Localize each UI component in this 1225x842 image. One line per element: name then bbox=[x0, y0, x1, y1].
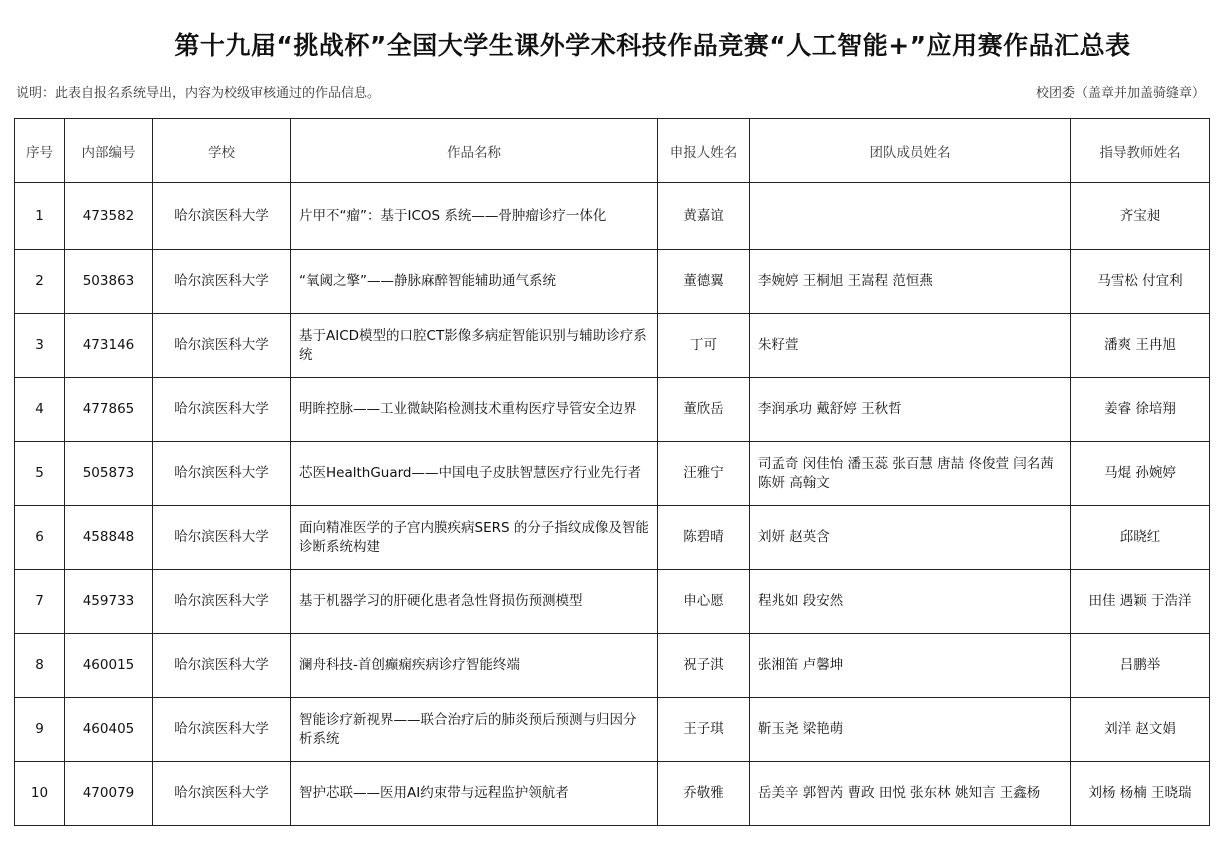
cell-code: 473146 bbox=[65, 314, 153, 378]
cell-school: 哈尔滨医科大学 bbox=[153, 378, 291, 442]
cell-school: 哈尔滨医科大学 bbox=[153, 183, 291, 250]
cell-school: 哈尔滨医科大学 bbox=[153, 762, 291, 826]
header-applicant: 申报人姓名 bbox=[658, 119, 750, 183]
cell-code: 470079 bbox=[65, 762, 153, 826]
cell-advisor: 姜睿 徐培翔 bbox=[1071, 378, 1210, 442]
header-seq: 序号 bbox=[15, 119, 65, 183]
cell-advisor: 刘洋 赵文娟 bbox=[1071, 698, 1210, 762]
cell-school: 哈尔滨医科大学 bbox=[153, 250, 291, 314]
cell-advisor: 潘爽 王冉旭 bbox=[1071, 314, 1210, 378]
cell-work: “氧阈之擎”——静脉麻醉智能辅助通气系统 bbox=[291, 250, 658, 314]
cell-code: 459733 bbox=[65, 570, 153, 634]
header-code: 内部编号 bbox=[65, 119, 153, 183]
cell-seq: 10 bbox=[15, 762, 65, 826]
table-row bbox=[15, 762, 1210, 826]
cell-team: 张湘笛 卢馨坤 bbox=[750, 634, 1071, 698]
cell-seq: 4 bbox=[15, 378, 65, 442]
cell-advisor: 田佳 遇颖 于浩洋 bbox=[1071, 570, 1210, 634]
table-row bbox=[15, 634, 1210, 698]
cell-code: 458848 bbox=[65, 506, 153, 570]
cell-work: 智能诊疗新视界——联合治疗后的肺炎预后预测与归因分析系统 bbox=[291, 698, 658, 762]
cell-seq: 2 bbox=[15, 250, 65, 314]
cell-advisor: 刘杨 杨楠 王晓瑞 bbox=[1071, 762, 1210, 826]
cell-work: 面向精准医学的子宫内膜疾病SERS 的分子指纹成像及智能诊断系统构建 bbox=[291, 506, 658, 570]
cell-work: 基于AICD模型的口腔CT影像多病症智能识别与辅助诊疗系统 bbox=[291, 314, 658, 378]
cell-seq: 7 bbox=[15, 570, 65, 634]
cell-work: 明眸控脉——工业微缺陷检测技术重构医疗导管安全边界 bbox=[291, 378, 658, 442]
cell-applicant: 董德翼 bbox=[658, 250, 750, 314]
cell-school: 哈尔滨医科大学 bbox=[153, 698, 291, 762]
cell-applicant: 申心愿 bbox=[658, 570, 750, 634]
cell-applicant: 陈碧晴 bbox=[658, 506, 750, 570]
cell-seq: 8 bbox=[15, 634, 65, 698]
table-row bbox=[15, 250, 1210, 314]
cell-seq: 3 bbox=[15, 314, 65, 378]
cell-applicant: 董欣岳 bbox=[658, 378, 750, 442]
cell-advisor: 马雪松 付宜利 bbox=[1071, 250, 1210, 314]
cell-team: 李婉婷 王桐旭 王嵩程 范恒燕 bbox=[750, 250, 1071, 314]
cell-applicant: 黄嘉谊 bbox=[658, 183, 750, 250]
cell-applicant: 王子琪 bbox=[658, 698, 750, 762]
table-row bbox=[15, 378, 1210, 442]
cell-advisor: 邱晓红 bbox=[1071, 506, 1210, 570]
table-row bbox=[15, 570, 1210, 634]
header-school: 学校 bbox=[153, 119, 291, 183]
cell-school: 哈尔滨医科大学 bbox=[153, 634, 291, 698]
cell-applicant: 乔敬雅 bbox=[658, 762, 750, 826]
table-row bbox=[15, 314, 1210, 378]
table-header-row bbox=[15, 119, 1210, 183]
works-table bbox=[14, 118, 1210, 826]
cell-work: 芯医HealthGuard——中国电子皮肤智慧医疗行业先行者 bbox=[291, 442, 658, 506]
cell-advisor: 马焜 孙婉婷 bbox=[1071, 442, 1210, 506]
page-title: 第十九届“挑战杯”全国大学生课外学术科技作品竞赛“人工智能+”应用赛作品汇总表 bbox=[174, 31, 1131, 60]
cell-work: 澜舟科技-首创癫痫疾病诊疗智能终端 bbox=[291, 634, 658, 698]
cell-work: 智护芯联——医用AI约束带与远程监护领航者 bbox=[291, 762, 658, 826]
cell-school: 哈尔滨医科大学 bbox=[153, 570, 291, 634]
cell-seq: 6 bbox=[15, 506, 65, 570]
cell-applicant: 汪雅宁 bbox=[658, 442, 750, 506]
cell-advisor: 吕鹏举 bbox=[1071, 634, 1210, 698]
cell-team: 司孟奇 闵佳怡 潘玉蕊 张百慧 唐喆 佟俊萱 闫名茜 陈妍 高翰文 bbox=[750, 442, 1071, 506]
table-row bbox=[15, 698, 1210, 762]
cell-code: 477865 bbox=[65, 378, 153, 442]
cell-school: 哈尔滨医科大学 bbox=[153, 506, 291, 570]
cell-code: 460015 bbox=[65, 634, 153, 698]
cell-team: 刘妍 赵英含 bbox=[750, 506, 1071, 570]
cell-applicant: 祝子淇 bbox=[658, 634, 750, 698]
cell-team: 程兆如 段安然 bbox=[750, 570, 1071, 634]
cell-team bbox=[750, 183, 1071, 250]
table-row bbox=[15, 183, 1210, 250]
cell-work: 基于机器学习的肝硬化患者急性肾损伤预测模型 bbox=[291, 570, 658, 634]
cell-team: 岳美辛 郭智芮 曹政 田悦 张东林 姚知言 王鑫杨 bbox=[750, 762, 1071, 826]
cell-advisor: 齐宝昶 bbox=[1071, 183, 1210, 250]
cell-seq: 5 bbox=[15, 442, 65, 506]
cell-school: 哈尔滨医科大学 bbox=[153, 314, 291, 378]
cell-code: 473582 bbox=[65, 183, 153, 250]
header-work: 作品名称 bbox=[291, 119, 658, 183]
cell-seq: 9 bbox=[15, 698, 65, 762]
cell-work: 片甲不“瘤”：基于ICOS 系统——骨肿瘤诊疗一体化 bbox=[291, 183, 658, 250]
cell-code: 460405 bbox=[65, 698, 153, 762]
table-row bbox=[15, 506, 1210, 570]
cell-code: 503863 bbox=[65, 250, 153, 314]
cell-applicant: 丁可 bbox=[658, 314, 750, 378]
note-stamp: 校团委（盖章并加盖骑缝章） bbox=[1035, 86, 1205, 101]
table-row bbox=[15, 442, 1210, 506]
note-description: 说明：此表自报名系统导出，内容为校级审核通过的作品信息。 bbox=[16, 86, 381, 101]
header-advisor: 指导教师姓名 bbox=[1071, 119, 1210, 183]
cell-team: 朱籽萱 bbox=[750, 314, 1071, 378]
cell-seq: 1 bbox=[15, 183, 65, 250]
cell-team: 靳玉尧 梁艳萌 bbox=[750, 698, 1071, 762]
cell-code: 505873 bbox=[65, 442, 153, 506]
cell-team: 李润承功 戴舒婷 王秋哲 bbox=[750, 378, 1071, 442]
cell-school: 哈尔滨医科大学 bbox=[153, 442, 291, 506]
header-team: 团队成员姓名 bbox=[750, 119, 1071, 183]
